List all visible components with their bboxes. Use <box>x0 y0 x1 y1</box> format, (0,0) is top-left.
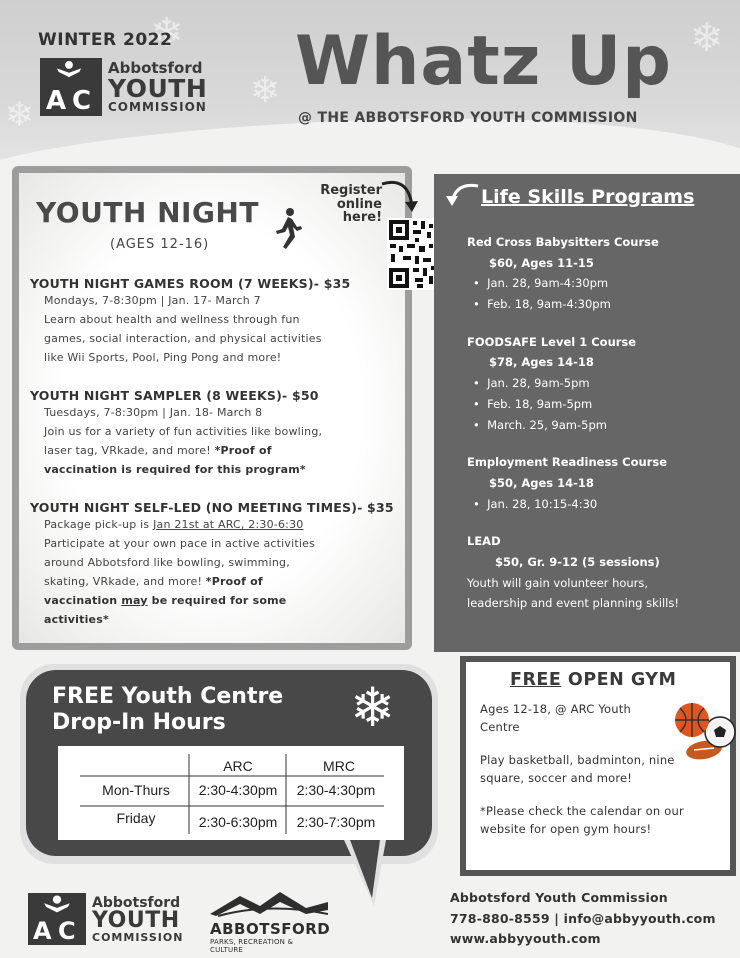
person-icon <box>56 60 82 82</box>
ayc-logo-top <box>40 58 207 116</box>
open-gym-free: FREE <box>510 670 562 690</box>
sampler-schedule: Tuesdays, 7-8:30pm | Jan. 18- March 8 <box>44 406 263 419</box>
speech-tail <box>338 840 398 910</box>
lead-price: $50, Gr. 9-12 (5 sessions) <box>495 554 660 569</box>
pickup-line <box>44 516 410 535</box>
logo-line1: Abbotsford <box>92 894 181 911</box>
open-gym-ages: Ages 12-18, @ ARC Youth Centre <box>480 702 631 735</box>
course-date: • Feb. 18, 9am-5pm <box>473 396 593 411</box>
open-gym-note: *Please check the calendar on our website for open gym hours! <box>480 803 684 836</box>
self-led-desc: skating, VRkade, and more! <box>44 574 206 588</box>
games-room-heading: YOUTH NIGHT GAMES ROOM (7 WEEKS)- $35 <box>30 276 351 291</box>
row-mrc-hours: 2:30-7:30pm <box>296 814 376 830</box>
column-header-mrc: MRC <box>323 758 355 774</box>
logo-line3: COMMISSION <box>92 930 184 944</box>
life-skills-title: Life Skills Programs <box>481 186 695 208</box>
vaccination-note: vaccination <box>44 593 122 607</box>
snowflake-icon: ❄ <box>350 676 396 739</box>
column-header-arc: ARC <box>223 758 253 774</box>
course-price: $78, Ages 14-18 <box>489 355 594 370</box>
games-room-desc: games, social interaction, and physical activities <box>44 331 322 345</box>
course-date-text: Jan. 28, 9am-4:30pm <box>487 276 609 291</box>
row-mrc-hours: 2:30-4:30pm <box>296 782 376 798</box>
page-subtitle: @ THE ABBOTSFORD YOUTH COMMISSION <box>298 110 638 126</box>
course-price: $50, Ages 14-18 <box>489 475 594 490</box>
row-arc-hours: 2:30-6:30pm <box>198 814 278 830</box>
dropin-title-line2: Drop-In Hours <box>52 710 226 736</box>
course-date: • Jan. 28, 9am-4:30pm <box>473 276 609 291</box>
course-date-text: March. 25, 9am-5pm <box>487 417 607 432</box>
curved-arrow-icon <box>378 176 422 216</box>
logo-line3: COMMISSION <box>108 100 207 114</box>
abbotsford-tagline: PARKS, RECREATION & CULTURE <box>210 938 294 954</box>
course-date-text: Jan. 28, 9am-5pm <box>487 376 590 391</box>
sampler-desc <box>44 442 410 461</box>
contact-org: Abbotsford Youth Commission <box>450 890 668 905</box>
course-date-text: Feb. 18, 9am-5pm <box>487 396 593 411</box>
sampler-desc: Join us for a variety of fun activities like bowling, <box>44 424 323 438</box>
vaccination-note: activities* <box>44 612 109 626</box>
logo-line1: Abbotsford <box>108 59 203 77</box>
logo-line2: YOUTH <box>108 74 208 103</box>
sampler-heading: YOUTH NIGHT SAMPLER (8 WEEKS)- $50 <box>30 388 319 403</box>
person-icon <box>42 895 72 917</box>
course-name: Red Cross Babysitters Course <box>467 235 659 249</box>
row-arc-hours: 2:30-4:30pm <box>198 782 278 798</box>
logo-letter-c: C <box>58 917 76 945</box>
row-day: Mon-Thurs <box>102 782 170 798</box>
self-led-desc: Participate at your own pace in active activities <box>44 536 316 550</box>
pickup-date: Jan 21st at ARC, 2:30-6:30 <box>153 518 304 531</box>
games-room-schedule: Mondays, 7-8:30pm | Jan. 17- March 7 <box>44 294 261 307</box>
sampler-desc-text: laser tag, VRkade, and more! <box>44 443 215 457</box>
course-date-text: Jan. 28, 10:15-4:30 <box>487 496 598 511</box>
curved-arrow-icon <box>444 180 480 210</box>
self-led-heading: YOUTH NIGHT SELF-LED (NO MEETING TIMES)- $35 <box>30 500 394 515</box>
self-led-desc: around Abbotsford like bowling, swimming, <box>44 555 290 569</box>
dropin-title-line1: FREE Youth Centre <box>52 684 284 709</box>
vaccination-may: may <box>121 593 148 607</box>
life-skills-list <box>467 232 735 614</box>
open-gym-text <box>480 700 695 838</box>
snowflake-icon: ❄ <box>5 95 34 135</box>
snowflake-icon: ❄ <box>250 70 281 111</box>
course-name: FOODSAFE Level 1 Course <box>467 334 637 349</box>
games-room-desc: like Wii Sports, Pool, Ping Pong and more! <box>44 350 282 364</box>
runner-icon <box>268 207 304 251</box>
logo-letter-c: C <box>72 86 92 116</box>
open-gym-title-text: OPEN GYM <box>561 670 677 690</box>
open-gym-activities: Play basketball, badminton, nine square, soccer and more! <box>480 752 675 786</box>
games-room-section <box>30 276 410 368</box>
course-name: Employment Readiness Course <box>467 455 667 470</box>
row-day: Friday <box>116 810 156 826</box>
course-date: • Jan. 28, 9am-5pm <box>473 376 590 391</box>
course-date: • Jan. 28, 10:15-4:30 <box>473 496 598 511</box>
vaccination-note: vaccination is required for this program* <box>44 462 306 476</box>
open-gym-title <box>510 670 676 690</box>
lead-name: LEAD <box>467 534 501 549</box>
games-room-desc: Learn about health and wellness through fun <box>44 312 300 326</box>
snowflake-icon: ❄ <box>690 15 724 61</box>
contact-phone-email[interactable]: 778-880-8559 | info@abbyyouth.com <box>450 910 716 926</box>
pickup-label: Package pick-up is <box>44 518 154 531</box>
lead-desc: Youth will gain volunteer hours, <box>467 575 649 590</box>
youth-night-title: YOUTH NIGHT <box>36 196 259 229</box>
contact-info <box>450 888 716 950</box>
ayc-logo-mark <box>28 893 86 945</box>
self-led-section <box>30 500 410 629</box>
page-title: Whatz Up <box>295 22 672 101</box>
ayc-logo-mark <box>40 58 102 116</box>
abbotsford-wordmark: ABBOTSFORD <box>210 920 331 938</box>
register-online-label: Register online here! <box>320 183 382 226</box>
lead-desc: leadership and event planning skills! <box>467 596 679 611</box>
vaccination-note: be required for some <box>147 593 287 607</box>
logo-letter-a: A <box>33 917 52 945</box>
logo-letter-a: A <box>46 86 67 116</box>
season-label: WINTER 2022 <box>38 30 173 50</box>
ayc-logo-bottom <box>28 893 183 945</box>
sampler-section <box>30 388 410 480</box>
dropin-title <box>52 684 283 737</box>
mountain-icon <box>210 888 328 918</box>
youth-night-ages: (AGES 12-16) <box>110 237 210 252</box>
sports-balls-icon <box>672 698 740 762</box>
course-date: • Feb. 18, 9am-4:30pm <box>473 297 611 312</box>
course-price: $60, Ages 11-15 <box>489 255 594 270</box>
course-date-text: Feb. 18, 9am-4:30pm <box>487 297 611 312</box>
logo-line2: YOUTH <box>92 907 180 933</box>
vaccination-note: *Proof of <box>205 574 263 588</box>
dropin-hours-table <box>58 746 404 840</box>
snowflake-icon: ❄ <box>150 10 184 56</box>
contact-website-link[interactable]: www.abbyyouth.com <box>450 931 601 947</box>
abbotsford-parks-logo <box>210 888 331 954</box>
course-date: • March. 25, 9am-5pm <box>473 417 607 432</box>
vaccination-note: *Proof of <box>214 443 272 457</box>
